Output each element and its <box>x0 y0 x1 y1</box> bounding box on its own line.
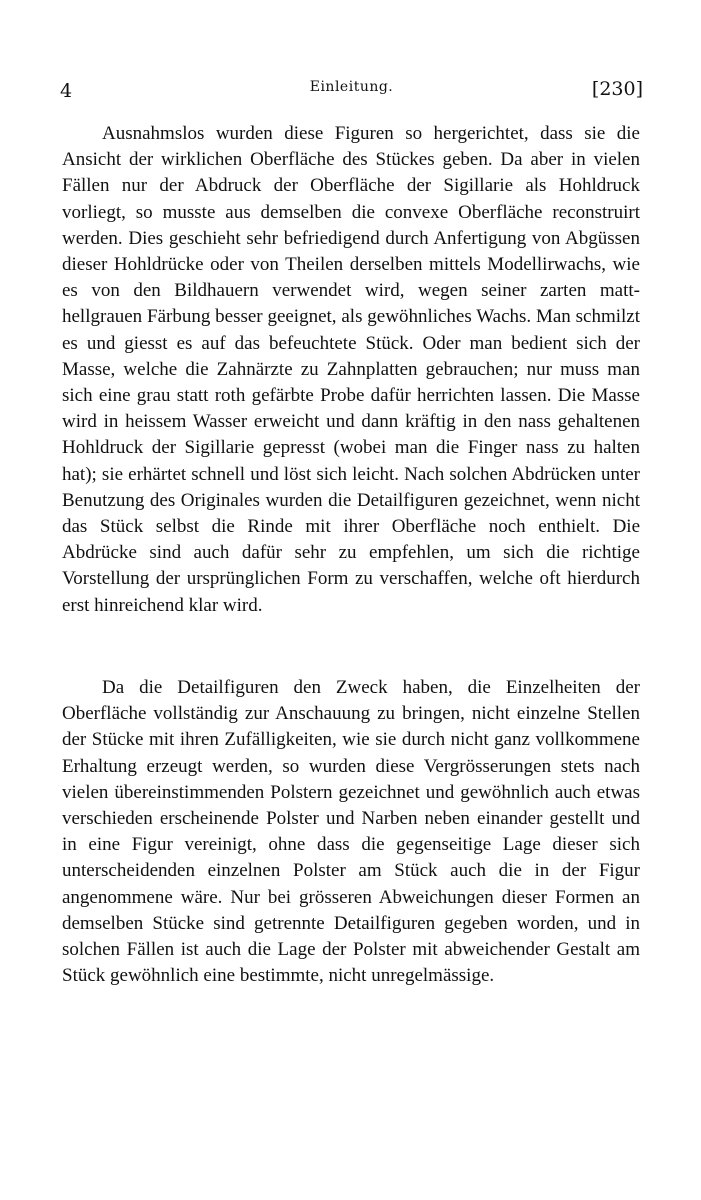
paragraph-2: Da die Detailfiguren den Zweck haben, die Einzelheiten der Oberfläche vollständig zur Anschauung zu bringen, nicht einzelne Stellen der Stücke mit ihren Zufälligkeiten, wie sie durch nicht ganz vollkommene Erhaltung erzeugt werden, so wurden diese Vergrösserungen stets nach vielen übereinstimmenden Polstern gezeichnet und gewöhnlich auch etwas verschieden erscheinende Polster und Narben neben einander gestellt und in eine Figur vereinigt, ohne dass die gegenseitige Lage dieser sich unterscheidenden einzelnen Polster am Stück auch die in der Figur angenommene wäre. Nur bei grösseren Abweichungen dieser Formen an demselben Stücke sind getrennte Detailfiguren gegeben worden, und in solchen Fällen ist auch die Lage der Polster mit abweichender Gestalt am Stück gewöhnlich eine bestimmte, nicht unregelmässige. <box>62 677 640 987</box>
original-page-number: [230] <box>591 78 643 100</box>
page-number: 4 <box>60 80 73 102</box>
paragraph-1: Ausnahmslos wurden diese Figuren so hergerichtet, dass sie die Ansicht der wirklichen Oberfläche des Stückes geben. Da aber in vielen Fällen nur der Abdruck der Oberfläche der Sigillarie als Hohldruck vorliegt, so musste aus demselben die convexe Oberfläche reconstruirt werden. Dies geschieht sehr befriedigend durch Anfertigung von Abgüssen dieser Hohldrücke oder von Theilen derselben mittels Modellirwachs, wie es von den Bildhauern verwendet wird, wegen seiner zarten matt-hellgrauen Färbung besser geeignet, als gewöhnliches Wachs. Man schmilzt es und giesst es auf das befeuchtete Stück. Oder man bedient sich der Masse, welche die Zahnärzte zu Zahnplatten gebrauchen; nur muss man sich eine grau statt roth gefärbte Probe dafür herrichten lassen. Die Masse wird in heissem Wasser erweicht und dann kräftig in den nass gehaltenen Hohldruck der Sigillarie gepresst (wobei man die Finger nass zu halten hat); sie erhärtet schnell und löst sich leicht. Nach solchen Abdrücken unter Benutzung des Originales wurden die Detailfiguren gezeichnet, wenn nicht das Stück selbst die Rinde mit ihrer Oberfläche noch enthielt. Die Abdrücke sind auch dafür sehr zu empfehlen, um sich die richtige Vorstellung der ursprünglichen Form zu verschaffen, welche oft hierdurch erst hinreichend klar wird. <box>62 123 640 616</box>
page-header <box>60 76 643 106</box>
running-title: Einleitung. <box>309 79 394 95</box>
